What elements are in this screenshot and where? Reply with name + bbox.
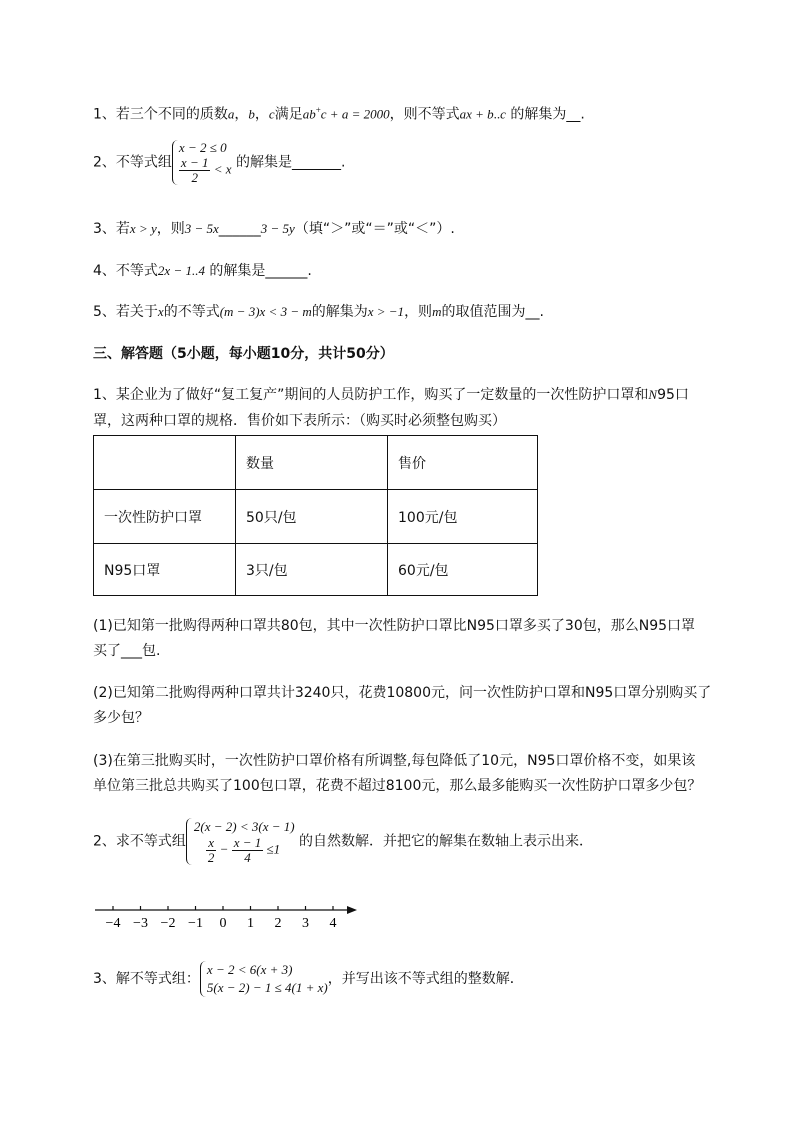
fraction-denominator: 2: [191, 170, 198, 185]
q2-prefix: 2、不等式组: [93, 154, 172, 171]
q5-mid3: ，则: [404, 304, 433, 320]
problem-3-prefix: 3、解不等式组：: [93, 971, 200, 987]
q3-condition: x > y: [129, 221, 157, 236]
q1-inequality-tail: c: [500, 106, 506, 122]
number-line-tick-label: −2: [160, 916, 176, 931]
problem-3-system-row-1: x − 2 < 6(x + 3): [206, 962, 293, 977]
problem-2-row-2-tail: ≤1: [266, 841, 281, 857]
question-5: [93, 302, 544, 322]
table-cell: 一次性防护口罩: [94, 490, 236, 544]
q1-then: ，则不等式: [389, 106, 460, 123]
q5-var-m: m: [432, 304, 442, 319]
left-brace: [172, 140, 179, 185]
q1-condition-op: +: [315, 105, 321, 115]
q3-right-expression: 3 − 5y: [260, 221, 295, 236]
fraction-denominator: 4: [244, 850, 251, 865]
problem-2-system-row-2: [194, 836, 295, 865]
problem-1-var-n: N: [648, 387, 658, 402]
fraction: [206, 836, 217, 865]
q3-left-expression: 3 − 5x: [184, 221, 219, 236]
number-line: [95, 898, 365, 938]
problem-1-text: 1、某企业为了做好“复工复产”期间的人员防护工作，购买了一定数量的一次性防护口罩和: [93, 387, 649, 403]
q1-inequality-op: ..: [493, 106, 501, 122]
q3-suffix: （填“＞”或“＝”或“＜”）.: [294, 221, 455, 237]
problem-1-sub-2-line-2: 多少包？: [93, 710, 149, 726]
q5-prefix: 5、若关于: [93, 304, 158, 320]
q4-inequality: 2x − 1..4: [157, 263, 205, 278]
q2-row-2-tail: < x: [213, 161, 232, 177]
problem-2-prefix: 2、求不等式组: [93, 833, 186, 850]
table-header-cell: 售价: [388, 436, 538, 490]
problem-3-system-row-2: 5(x − 2) − 1 ≤ 4(1 + x): [206, 980, 328, 995]
q1-mid: 满足: [274, 106, 303, 123]
problem-1-sub-3-line-2: 单位第三批总共购买了100包口罩，花费不超过8100元，那么最多能购买一次性防护口罩多少包？: [93, 778, 702, 794]
fraction-denominator: 2: [207, 850, 215, 865]
table-cell: N95口罩: [94, 544, 236, 596]
fraction-numerator: x: [208, 835, 215, 850]
number-line-tick-label: 2: [274, 916, 282, 931]
left-brace: [186, 818, 193, 865]
q3-mid: ，则: [156, 221, 185, 237]
q1-sep: ，: [234, 106, 249, 123]
q1-condition-tail: c + a = 2000: [320, 106, 390, 122]
q2-system-row-1: x − 2 ≤ 0: [178, 140, 227, 155]
fraction: [232, 836, 264, 865]
problem-3-suffix: ，并写出该不等式组的整数解．: [327, 971, 524, 987]
question-2: [93, 140, 345, 185]
q5-mid: 的不等式: [163, 304, 220, 320]
number-line-tick-label: 0: [219, 916, 227, 931]
q1-inequality: ax + b: [459, 106, 494, 122]
problem-2-system-row-1: 2(x − 2) < 3(x − 1): [193, 819, 295, 834]
q3-blank: ______: [218, 221, 261, 237]
q5-mid2: 的解集为: [311, 304, 368, 320]
spec-table: [93, 435, 538, 596]
left-brace: [200, 961, 207, 997]
table-cell: 60元/包: [388, 544, 538, 596]
q1-var-c: c: [268, 106, 275, 122]
q1-prefix: 1、若三个不同的质数: [93, 106, 228, 123]
number-line-arrow: [347, 906, 357, 914]
section-heading: 三、解答题（5小题，每小题10分，共计50分）: [93, 346, 394, 362]
q1-var-a: a: [227, 106, 235, 122]
question-4: [93, 261, 312, 281]
problem-1-sub-1-line-2: 买了___包.: [93, 643, 161, 659]
table-cell: 3只/包: [236, 544, 388, 596]
problem-1-line-2: 罩，这两种口罩的规格．售价如下表所示：（购买时必须整包购买）: [93, 413, 506, 429]
table-header-row: [94, 436, 538, 490]
problem-1-sub-1-line-1: (1)已知第一批购得两种口罩共80包，其中一次性防护口罩比N95口罩多买了30包，那么N95口罩: [93, 618, 696, 634]
q5-suffix: 的取值范围为__.: [441, 304, 544, 320]
minus-sign: −: [219, 841, 229, 857]
table-header-cell: 数量: [236, 436, 388, 490]
q5-var-x: x: [157, 304, 164, 319]
q1-suffix: 的解集为__.: [505, 106, 585, 123]
problem-3: [93, 961, 524, 997]
q5-inequality: (m − 3)x < 3 − m: [219, 304, 312, 319]
table-cell: 50只/包: [236, 490, 388, 544]
q2-inequality-system: [172, 140, 232, 185]
q5-solution: x > −1: [367, 304, 405, 319]
table-row: [94, 490, 538, 544]
question-3: [93, 219, 455, 239]
q4-prefix: 4、不等式: [93, 263, 158, 279]
q4-suffix: 的解集是______.: [204, 263, 312, 279]
question-1: [93, 100, 585, 125]
number-line-tick-label: −1: [188, 916, 203, 931]
problem-1-sub-2-line-1: (2)已知第二批购得两种口罩共计3240只，花费10800元，问一次性防护口罩和N95口罩分别购买了: [93, 685, 712, 701]
q2-system-row-2: [179, 156, 232, 185]
problem-1-sub-3-line-1: (3)在第三批购买时，一次性防护口罩价格有所调整,每包降低了10元，N95口罩价格不变，如果该: [93, 753, 696, 769]
number-line-tick-label: −4: [105, 916, 121, 931]
number-line-tick-label: 1: [247, 916, 254, 931]
q1-condition: ab: [302, 106, 316, 122]
fraction: [179, 156, 211, 185]
problem-3-inequality-system: [200, 961, 328, 997]
fraction-numerator: x − 1: [233, 835, 262, 850]
q1-var-b: b: [248, 106, 255, 122]
table-row: [94, 544, 538, 596]
number-line-tick-label: 3: [302, 916, 309, 931]
problem-1-line-1: [93, 385, 689, 405]
problem-1-text-tail: 95口: [657, 387, 689, 403]
problem-2: [93, 818, 593, 865]
fraction-numerator: x − 1: [180, 155, 209, 170]
table-header-cell: [94, 436, 236, 490]
number-line-tick-label: −3: [133, 916, 148, 931]
problem-2-inequality-system: [186, 818, 295, 865]
q3-prefix: 3、若: [93, 221, 130, 237]
q2-suffix: 的解集是_______.: [231, 154, 346, 171]
number-line-tick-label: 4: [329, 916, 337, 931]
problem-2-suffix: 的自然数解．并把它的解集在数轴上表示出来．: [294, 833, 594, 850]
table-cell: 100元/包: [388, 490, 538, 544]
q1-sep: ，: [254, 106, 269, 123]
